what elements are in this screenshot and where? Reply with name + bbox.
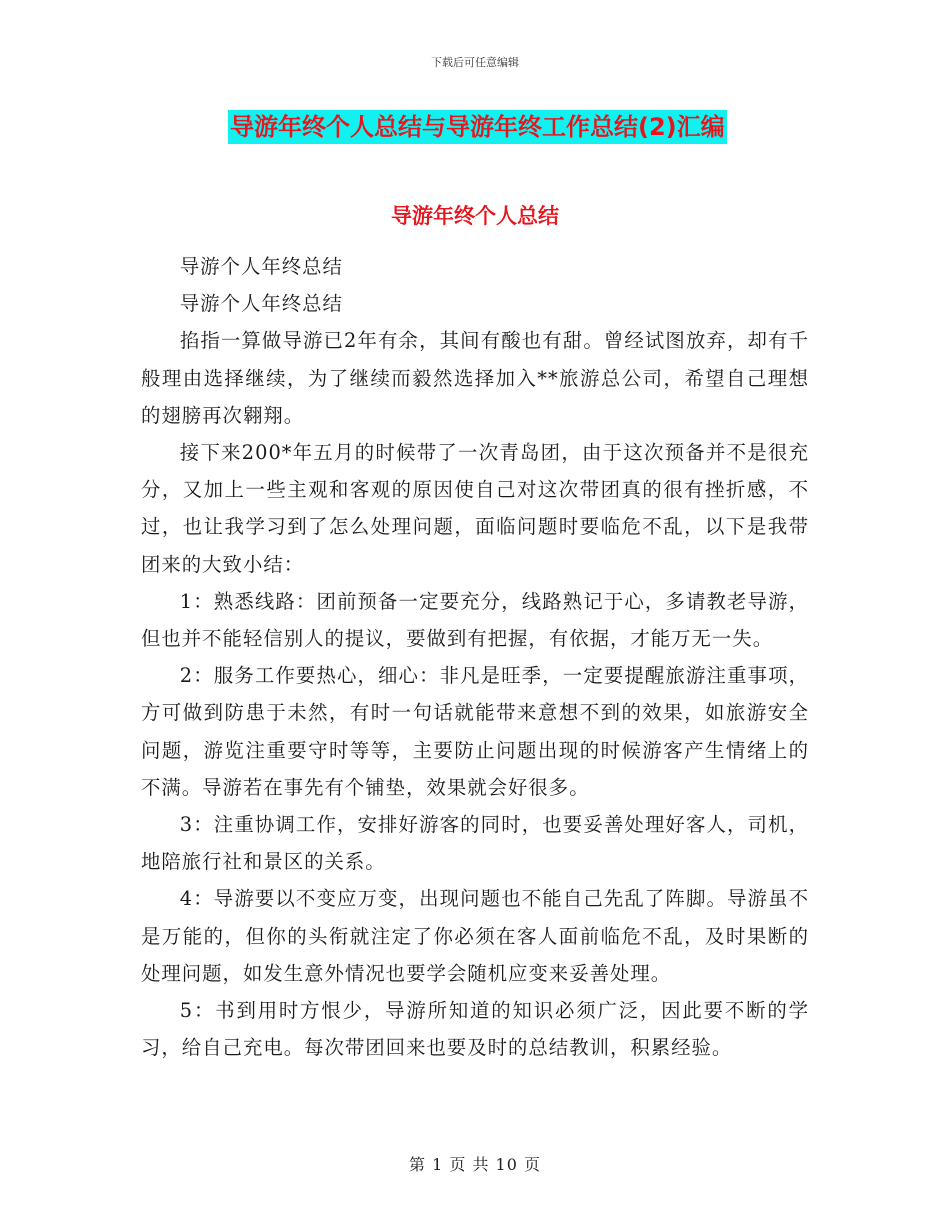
paragraph-subtitle-1: 导游个人年终总结 bbox=[179, 255, 343, 278]
paragraph-point-5: 5：书到用时方恨少，导游所知道的知识必须广泛，因此要不断的学习，给自己充电。每次带团回来也要及时的总结教训，积累经验。 bbox=[141, 999, 809, 1060]
section-title: 导游年终个人总结 bbox=[391, 204, 559, 228]
paragraph-point-3: 3：注重协调工作，安排好游客的同时，也要妥善处理好客人，司机，地陪旅行社和景区的关系。 bbox=[141, 813, 809, 874]
paragraph-point-2: 2：服务工作要热心，细心：非凡是旺季，一定要提醒旅游注重事项，方可做到防患于未然，有时一句话就能带来意想不到的效果，如旅游安全问题，游览注重要守时等等，主要防止问题出现的时候游客产生情绪上的不满。导游若在事先有个铺垫，效果就会好很多。 bbox=[141, 664, 809, 799]
paragraph-point-1: 1：熟悉线路：团前预备一定要充分，线路熟记于心，多请教老导游，但也并不能轻信别人的提议，要做到有把握，有依据，才能万无一失。 bbox=[141, 589, 809, 651]
page-footer: 第 1 页 共 10 页 bbox=[409, 1155, 541, 1174]
paragraph-point-4: 4：导游要以不变应万变，出现问题也不能自己先乱了阵脚。导游虽不是万能的，但你的头衔就注定了你必须在客人面前临危不乱，及时果断的处理问题，如发生意外情况也要学会随机应变来妥善处理。 bbox=[141, 887, 809, 985]
paragraph-subtitle-2: 导游个人年终总结 bbox=[179, 292, 343, 316]
header-note: 下载后可任意编辑 bbox=[431, 56, 519, 69]
document-title: 导游年终个人总结与导游年终工作总结(2)汇编 bbox=[228, 110, 727, 144]
paragraph-intro: 掐指一算做导游已2年有余，其间有酸也有甜。曾经试图放弃，却有千般理由选择继续，为了继续而毅然选择加入**旅游总公司，希望自己理想的翅膀再次翱翔。 bbox=[141, 329, 809, 427]
paragraph-qingdao-tour: 接下来200*年五月的时候带了一次青岛团，由于这次预备并不是很充分，又加上一些主观和客观的原因使自己对这次带团真的很有挫折感，不过，也让我学习到了怎么处理问题，面临问题时要临危不乱，以下是我带团来的大致小结： bbox=[141, 441, 809, 576]
document-body bbox=[141, 248, 809, 1066]
